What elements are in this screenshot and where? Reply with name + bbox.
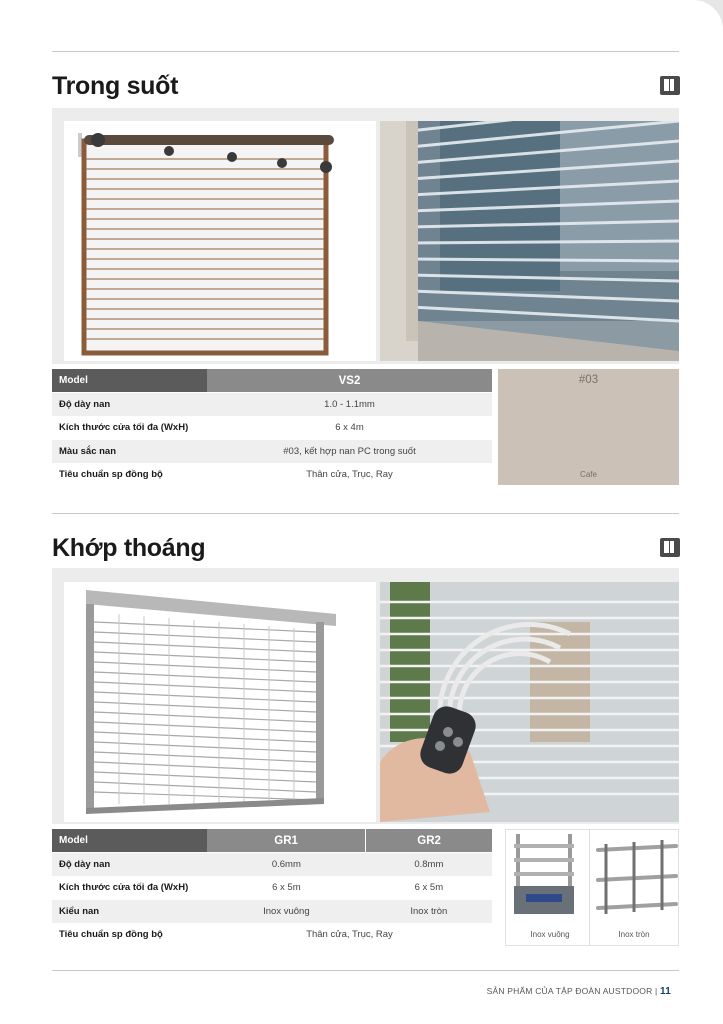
row-label: Độ dày nan xyxy=(52,853,207,877)
storefront-photo-svg xyxy=(380,121,679,361)
table-row xyxy=(52,853,492,877)
row-label: Tiêu chuẩn sp đồng bộ xyxy=(52,923,207,947)
footer-rule xyxy=(52,970,679,971)
row-value: #03, kết hợp nan PC trong suốt xyxy=(207,440,492,464)
spec-table-trong-suot xyxy=(52,369,492,487)
table-row xyxy=(52,393,492,417)
footer-separator: | xyxy=(655,986,658,996)
table-row xyxy=(52,463,492,487)
page-number: 11 xyxy=(660,986,671,997)
shutter-render-svg xyxy=(64,121,376,361)
row-value-gr1: 6 x 5m xyxy=(207,876,366,900)
table-row xyxy=(52,923,492,947)
row-value: Thân cửa, Trục, Ray xyxy=(207,923,492,947)
inox-vuong-svg xyxy=(506,830,594,925)
model-gr2: GR2 xyxy=(366,829,492,853)
table-header-row xyxy=(52,829,492,853)
section-title-trong-suot: Trong suốt xyxy=(52,72,179,100)
spec-table-khop-thoang xyxy=(52,829,492,947)
thumb-inox-vuong xyxy=(505,829,595,946)
grille-shutter-render xyxy=(64,582,376,822)
row-label: Độ dày nan xyxy=(52,393,207,417)
page-footer xyxy=(487,986,671,997)
remote-photo-svg xyxy=(380,582,679,822)
row-value: 6 x 4m xyxy=(207,416,492,440)
row-value: 1.0 - 1.1mm xyxy=(207,393,492,417)
inox-tron-svg xyxy=(590,830,678,925)
section-divider xyxy=(52,513,679,514)
table-header-row xyxy=(52,369,492,393)
section-title-khop-thoang: Khớp thoáng xyxy=(52,534,206,562)
header-label: Model xyxy=(52,369,207,393)
table-row xyxy=(52,416,492,440)
row-value-gr2: 6 x 5m xyxy=(366,876,492,900)
row-label: Kích thước cửa tối đa (WxH) xyxy=(52,416,207,440)
row-value-gr2: 0.8mm xyxy=(366,853,492,877)
row-label: Tiêu chuẩn sp đồng bộ xyxy=(52,463,207,487)
footer-text: SẢN PHẨM CỦA TẬP ĐOÀN AUSTDOOR xyxy=(486,986,653,996)
swatch-code: #03 xyxy=(578,374,599,386)
storefront-photo xyxy=(380,121,679,361)
top-rule xyxy=(52,51,679,52)
transparent-shutter-render xyxy=(64,121,376,361)
table-row xyxy=(52,900,492,924)
row-value: Thân cửa, Trục, Ray xyxy=(207,463,492,487)
grille-render-svg xyxy=(64,582,376,822)
color-swatch-cafe xyxy=(498,369,679,485)
table-row xyxy=(52,440,492,464)
model-gr1: GR1 xyxy=(207,829,366,853)
header-label: Model xyxy=(52,829,207,853)
row-value-gr1: Inox vuông xyxy=(207,900,366,924)
thumb-inox-tron xyxy=(589,829,679,946)
book-icon xyxy=(660,538,680,557)
row-value-gr2: Inox tròn xyxy=(366,900,492,924)
model-vs2: VS2 xyxy=(207,369,492,393)
book-icon xyxy=(660,76,680,95)
row-value-gr1: 0.6mm xyxy=(207,853,366,877)
row-label: Màu sắc nan xyxy=(52,440,207,464)
thumb-caption: Inox vuông xyxy=(530,930,570,939)
remote-control-photo xyxy=(380,582,679,822)
thumb-caption: Inox tròn xyxy=(618,930,650,939)
table-row xyxy=(52,876,492,900)
row-label: Kích thước cửa tối đa (WxH) xyxy=(52,876,207,900)
row-label: Kiểu nan xyxy=(52,900,207,924)
swatch-name: Cafe xyxy=(580,470,597,479)
